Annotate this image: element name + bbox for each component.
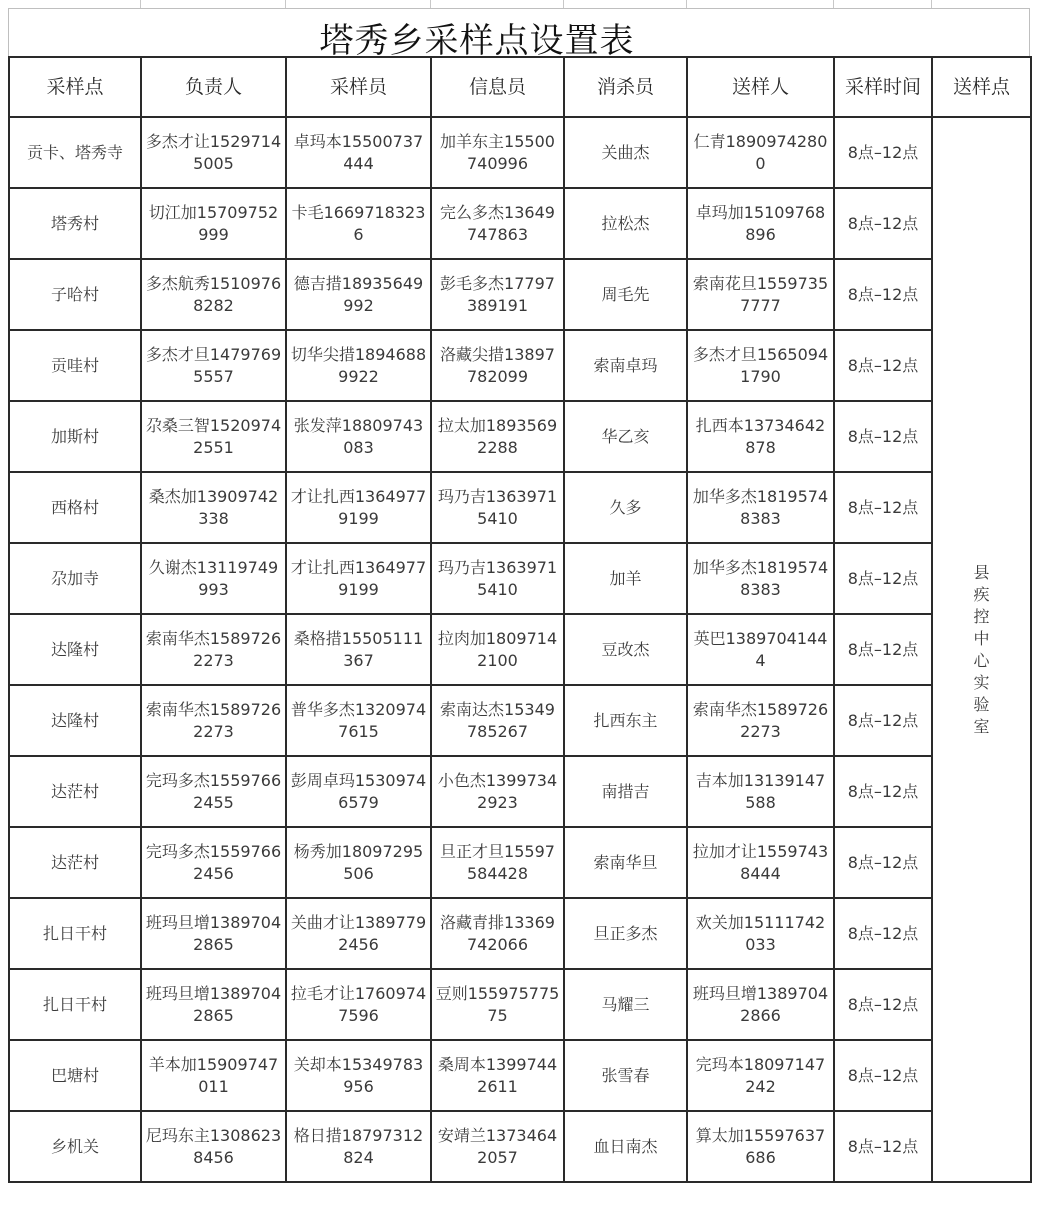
cell-disinfector: 久多 <box>564 472 687 543</box>
cell-site: 巴塘村 <box>9 1040 141 1111</box>
spreadsheet-bottom-gridlines <box>0 1208 1038 1216</box>
table-row <box>9 969 1031 1040</box>
cell-site: 加斯村 <box>9 401 141 472</box>
cell-sampling-time: 8点–12点 <box>834 330 932 401</box>
cell-courier: 英巴13897041444 <box>687 614 834 685</box>
cell-sampling-time: 8点–12点 <box>834 685 932 756</box>
cell-sampler: 关却本15349783956 <box>286 1040 431 1111</box>
cell-info-officer: 小色杰13997342923 <box>431 756 564 827</box>
cell-courier: 多杰才旦15650941790 <box>687 330 834 401</box>
cell-site: 贡哇村 <box>9 330 141 401</box>
cell-site: 达茫村 <box>9 827 141 898</box>
cell-disinfector: 索南卓玛 <box>564 330 687 401</box>
cell-site: 扎日干村 <box>9 898 141 969</box>
cell-sampling-time: 8点–12点 <box>834 756 932 827</box>
cell-courier: 索南花旦15597357777 <box>687 259 834 330</box>
destination-label: 县疾控中心实验室 <box>973 562 990 736</box>
cell-disinfector: 华乙亥 <box>564 401 687 472</box>
cell-info-officer: 拉太加18935692288 <box>431 401 564 472</box>
cell-site: 贡卡、塔秀寺 <box>9 117 141 188</box>
cell-leader: 索南华杰15897262273 <box>141 614 286 685</box>
header-sampler: 采样员 <box>286 57 431 117</box>
header-info-officer: 信息员 <box>431 57 564 117</box>
cell-site: 达茫村 <box>9 756 141 827</box>
cell-info-officer: 豆则15597577575 <box>431 969 564 1040</box>
cell-disinfector: 旦正多杰 <box>564 898 687 969</box>
cell-info-officer: 洛藏青排13369742066 <box>431 898 564 969</box>
cell-courier: 班玛旦增13897042866 <box>687 969 834 1040</box>
cell-leader: 久谢杰13119749993 <box>141 543 286 614</box>
cell-sampling-time: 8点–12点 <box>834 472 932 543</box>
cell-disinfector: 拉松杰 <box>564 188 687 259</box>
cell-disinfector: 关曲杰 <box>564 117 687 188</box>
cell-courier: 索南华杰15897262273 <box>687 685 834 756</box>
table-row <box>9 898 1031 969</box>
cell-sampling-time: 8点–12点 <box>834 1111 932 1182</box>
cell-sampler: 拉毛才让17609747596 <box>286 969 431 1040</box>
table-row <box>9 330 1031 401</box>
sampling-site-table <box>8 56 1032 1183</box>
cell-leader: 桑杰加13909742338 <box>141 472 286 543</box>
cell-sampler: 杨秀加18097295506 <box>286 827 431 898</box>
cell-info-officer: 玛乃吉13639715410 <box>431 472 564 543</box>
cell-leader: 切江加15709752999 <box>141 188 286 259</box>
cell-courier: 欢关加15111742033 <box>687 898 834 969</box>
cell-courier: 扎西本13734642878 <box>687 401 834 472</box>
cell-sampling-time: 8点–12点 <box>834 117 932 188</box>
cell-sampler: 德吉措18935649992 <box>286 259 431 330</box>
cell-info-officer: 彭毛多杰17797389191 <box>431 259 564 330</box>
cell-leader: 完玛多杰15597662456 <box>141 827 286 898</box>
cell-disinfector: 豆改杰 <box>564 614 687 685</box>
table-row <box>9 401 1031 472</box>
cell-sampler: 格日措18797312824 <box>286 1111 431 1182</box>
page-title: 塔秀乡采样点设置表 <box>319 21 635 61</box>
cell-sampler: 桑格措15505111367 <box>286 614 431 685</box>
cell-disinfector: 张雪春 <box>564 1040 687 1111</box>
destination-cell <box>932 117 1031 1182</box>
cell-disinfector: 血日南杰 <box>564 1111 687 1182</box>
cell-disinfector: 南措吉 <box>564 756 687 827</box>
table-row <box>9 472 1031 543</box>
header-row <box>9 57 1031 117</box>
cell-leader: 班玛旦增13897042865 <box>141 969 286 1040</box>
table-row <box>9 188 1031 259</box>
cell-sampling-time: 8点–12点 <box>834 188 932 259</box>
cell-leader: 完玛多杰15597662455 <box>141 756 286 827</box>
cell-sampler: 才让扎西13649779199 <box>286 472 431 543</box>
cell-leader: 多杰航秀15109768282 <box>141 259 286 330</box>
table-row <box>9 827 1031 898</box>
cell-courier: 吉本加13139147588 <box>687 756 834 827</box>
cell-site: 达隆村 <box>9 614 141 685</box>
cell-courier: 加华多杰18195748383 <box>687 543 834 614</box>
cell-courier: 仁青18909742800 <box>687 117 834 188</box>
cell-leader: 尼玛东主13086238456 <box>141 1111 286 1182</box>
cell-info-officer: 桑周本13997442611 <box>431 1040 564 1111</box>
header-sampling-time: 采样时间 <box>834 57 932 117</box>
cell-sampling-time: 8点–12点 <box>834 1040 932 1111</box>
cell-leader: 多杰才旦14797695557 <box>141 330 286 401</box>
cell-courier: 加华多杰18195748383 <box>687 472 834 543</box>
table-row <box>9 543 1031 614</box>
cell-disinfector: 扎西东主 <box>564 685 687 756</box>
header-disinfector: 消杀员 <box>564 57 687 117</box>
cell-info-officer: 洛藏尖措13897782099 <box>431 330 564 401</box>
cell-sampler: 张发萍18809743083 <box>286 401 431 472</box>
cell-courier: 拉加才让15597438444 <box>687 827 834 898</box>
spreadsheet-top-gridlines <box>0 0 1038 8</box>
cell-info-officer: 拉肉加18097142100 <box>431 614 564 685</box>
cell-info-officer: 旦正才旦15597584428 <box>431 827 564 898</box>
header-leader: 负责人 <box>141 57 286 117</box>
cell-info-officer: 玛乃吉13639715410 <box>431 543 564 614</box>
cell-leader: 索南华杰15897262273 <box>141 685 286 756</box>
cell-sampling-time: 8点–12点 <box>834 543 932 614</box>
cell-leader: 尕桑三智15209742551 <box>141 401 286 472</box>
cell-courier: 完玛本18097147242 <box>687 1040 834 1111</box>
table-row <box>9 756 1031 827</box>
cell-leader: 多杰才让15297145005 <box>141 117 286 188</box>
header-courier: 送样人 <box>687 57 834 117</box>
cell-site: 尕加寺 <box>9 543 141 614</box>
cell-info-officer: 加羊东主15500740996 <box>431 117 564 188</box>
header-destination: 送样点 <box>932 57 1031 117</box>
cell-disinfector: 索南华旦 <box>564 827 687 898</box>
cell-site: 扎日干村 <box>9 969 141 1040</box>
cell-site: 西格村 <box>9 472 141 543</box>
cell-site: 塔秀村 <box>9 188 141 259</box>
table-row <box>9 117 1031 188</box>
cell-leader: 班玛旦增13897042865 <box>141 898 286 969</box>
cell-info-officer: 索南达杰15349785267 <box>431 685 564 756</box>
cell-sampling-time: 8点–12点 <box>834 401 932 472</box>
cell-disinfector: 加羊 <box>564 543 687 614</box>
cell-site: 达隆村 <box>9 685 141 756</box>
cell-sampler: 卡毛16697183236 <box>286 188 431 259</box>
cell-courier: 卓玛加15109768896 <box>687 188 834 259</box>
cell-sampler: 卓玛本15500737444 <box>286 117 431 188</box>
cell-sampler: 普华多杰13209747615 <box>286 685 431 756</box>
cell-info-officer: 完么多杰13649747863 <box>431 188 564 259</box>
cell-sampler: 彭周卓玛15309746579 <box>286 756 431 827</box>
cell-sampler: 关曲才让13897792456 <box>286 898 431 969</box>
table-row <box>9 259 1031 330</box>
cell-info-officer: 安靖兰13734642057 <box>431 1111 564 1182</box>
cell-disinfector: 周毛先 <box>564 259 687 330</box>
cell-sampling-time: 8点–12点 <box>834 614 932 685</box>
cell-site: 乡机关 <box>9 1111 141 1182</box>
cell-sampling-time: 8点–12点 <box>834 898 932 969</box>
cell-sampler: 切华尖措18946889922 <box>286 330 431 401</box>
table-row <box>9 614 1031 685</box>
header-site: 采样点 <box>9 57 141 117</box>
table-row <box>9 1040 1031 1111</box>
cell-sampling-time: 8点–12点 <box>834 969 932 1040</box>
table-row <box>9 1111 1031 1182</box>
cell-site: 子哈村 <box>9 259 141 330</box>
title-row <box>8 8 1030 61</box>
cell-sampling-time: 8点–12点 <box>834 827 932 898</box>
cell-disinfector: 马耀三 <box>564 969 687 1040</box>
cell-sampling-time: 8点–12点 <box>834 259 932 330</box>
cell-sampler: 才让扎西13649779199 <box>286 543 431 614</box>
table-row <box>9 685 1031 756</box>
cell-leader: 羊本加15909747011 <box>141 1040 286 1111</box>
cell-courier: 算太加15597637686 <box>687 1111 834 1182</box>
